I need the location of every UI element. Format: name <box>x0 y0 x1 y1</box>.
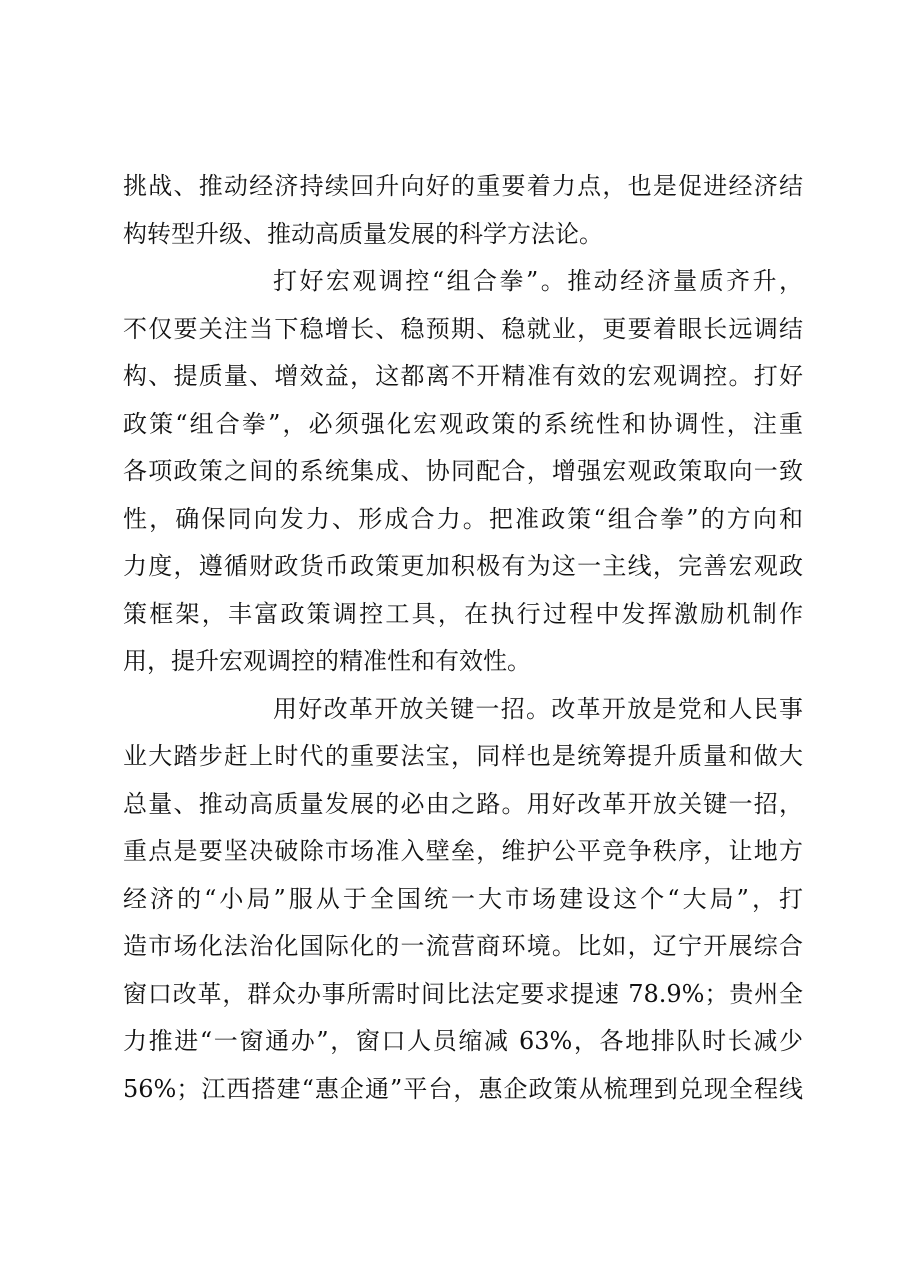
text-line: 不仅要关注当下稳增长、稳预期、稳就业，更要着眼长远调结 <box>123 314 803 343</box>
text-line: 各项政策之间的系统集成、协同配合，增强宏观政策取向一致 <box>123 457 803 485</box>
text-line: 总量、推动高质量发展的必由之路。用好改革开放关键一招， <box>123 789 803 818</box>
text-line: 力推进“一窗通办”，窗口人员缩减 63%，各地排队时长减少 <box>123 1027 803 1055</box>
text-line: 政策“组合拳”，必须强化宏观政策的系统性和协调性，注重 <box>123 409 803 438</box>
text-line: 业大踏步赶上时代的重要法宝，同样也是统筹提升质量和做大 <box>123 742 803 770</box>
text-line: 造市场化法治化国际化的一流营商环境。比如，辽宁开展综合 <box>123 932 803 960</box>
text-line: 性，确保同向发力、形成合力。把准政策“组合拳”的方向和 <box>123 504 803 533</box>
text-line: 构转型升级、推动高质量发展的科学方法论。 <box>123 219 603 248</box>
text-line: 力度，遵循财政货币政策更加积极有为这一主线，完善宏观政 <box>123 552 803 580</box>
paragraph <box>123 258 803 686</box>
paragraph-heading-line: 用好改革开放关键一招。改革开放是党和人民事 <box>273 694 803 723</box>
text-line: 挑战、推动经济持续回升向好的重要着力点，也是促进经济结 <box>123 172 803 200</box>
paragraph-heading-line: 打好宏观调控“组合拳”。推动经济量质齐升， <box>273 267 803 295</box>
body-text <box>123 163 803 1113</box>
paragraph <box>123 686 803 1114</box>
text-line: 重点是要坚决破除市场准入壁垒，维护公平竞争秩序，让地方 <box>123 837 803 865</box>
text-line: 窗口改革，群众办事所需时间比法定要求提速 78.9%；贵州全 <box>123 979 803 1008</box>
text-line: 经济的“小局”服从于全国统一大市场建设这个“大局”，打 <box>123 884 803 913</box>
paragraph <box>123 163 803 258</box>
text-line: 用，提升宏观调控的精准性和有效性。 <box>123 647 531 675</box>
text-line: 构、提质量、增效益，这都离不开精准有效的宏观调控。打好 <box>123 362 803 390</box>
text-line: 策框架，丰富政策调控工具，在执行过程中发挥激励机制作 <box>123 599 803 628</box>
text-line: 56%；江西搭建“惠企通”平台，惠企政策从梳理到兑现全程线 <box>123 1074 803 1103</box>
